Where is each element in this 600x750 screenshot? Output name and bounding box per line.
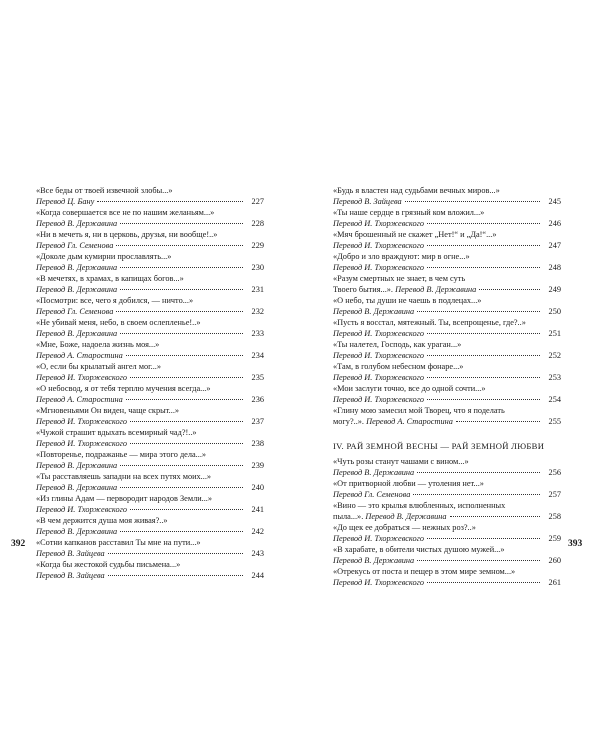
- toc-entry-first-line: «Ты наше сердце в грязный ком вложил...»: [333, 208, 485, 217]
- toc-entry-first-line: «Мяч брошенный не скажет „Нет!“ и „Да!“...»: [333, 230, 497, 239]
- toc-entry-translator: Перевод И. Тхоржевского: [36, 417, 127, 426]
- toc-entry-first-line: «Вино — это крылья влюбленных, исполненных: [333, 501, 506, 510]
- dot-leader: [120, 267, 243, 268]
- toc-entry-first-line: «Сотни капканов расставил Ты мне на пути...»: [36, 538, 201, 547]
- dot-leader: [130, 443, 243, 444]
- toc-entry-first-line: «О, если бы крылатый ангел мог...»: [36, 362, 162, 371]
- dot-leader: [116, 245, 243, 246]
- toc-entry-page: 237: [251, 417, 264, 426]
- toc-entry-translator-row: [333, 284, 561, 295]
- toc-entry-translator: Перевод В. Державина: [36, 483, 118, 492]
- toc-entry-translator-row: [333, 372, 561, 383]
- toc-entry: [36, 185, 264, 207]
- toc-entry-first-line: «Разум смертных не знает, в чем суть: [333, 274, 466, 283]
- toc-entry-translator-row: [36, 196, 264, 207]
- toc-entry-translator: Перевод В. Державина: [36, 285, 118, 294]
- toc-entry: [36, 251, 264, 273]
- toc-entry-first-line: «Посмотри: все, чего я добился, — ничто...»: [36, 296, 194, 305]
- toc-entry: [36, 361, 264, 383]
- toc-entry-page: 235: [251, 373, 264, 382]
- toc-entry-translator: Перевод И. Тхоржевского: [333, 395, 424, 404]
- toc-entry-translator-row: [36, 328, 264, 339]
- toc-entry-translator-row: [36, 240, 264, 251]
- toc-entry: [333, 207, 561, 229]
- toc-entry-translator: Перевод И. Тхоржевского: [333, 219, 424, 228]
- toc-entry: [36, 273, 264, 295]
- dot-leader: [120, 223, 243, 224]
- toc-entry-page: 251: [548, 329, 561, 338]
- dot-leader: [450, 516, 540, 517]
- toc-entry-translator: Перевод И. Тхоржевского: [333, 329, 424, 338]
- toc-entry-page: 248: [548, 263, 561, 272]
- toc-entry-page: 255: [548, 417, 561, 426]
- toc-entry: [36, 493, 264, 515]
- toc-entry: [36, 471, 264, 493]
- toc-entry-page: 238: [251, 439, 264, 448]
- dot-leader: [130, 377, 243, 378]
- toc-entry-first-line: «О небо, ты души не чаешь в подлецах...»: [333, 296, 482, 305]
- toc-entry-page: 253: [548, 373, 561, 382]
- toc-entry-page: 227: [251, 197, 264, 206]
- toc-entry-translator-row: [36, 526, 264, 537]
- toc-entry-translator: Перевод Гл. Семенова: [333, 490, 411, 499]
- toc-entry-translator-row: [36, 416, 264, 427]
- toc-entry: [36, 537, 264, 559]
- dot-leader: [116, 311, 243, 312]
- toc-entry-translator: Перевод В. Державина: [36, 219, 118, 228]
- toc-entry: [36, 317, 264, 339]
- toc-entry-translator: Перевод В. Зайцева: [36, 571, 105, 580]
- toc-entry-translator-row: [333, 511, 561, 522]
- toc-entry-first-line: «Доколе дым кумирни прославлять...»: [36, 252, 172, 261]
- toc-entry-first-line: «Чуть розы станут чашами с вином...»: [333, 457, 469, 466]
- toc-entry-page: 257: [548, 490, 561, 499]
- toc-entry: [36, 515, 264, 537]
- toc-group-after-section: [333, 456, 561, 588]
- toc-entry-page: 260: [548, 556, 561, 565]
- toc-entry-translator: Перевод И. Тхоржевского: [333, 578, 424, 587]
- toc-entry-first-line: «Повторенье, подражанье — мира этого дела...»: [36, 450, 207, 459]
- dot-leader: [108, 553, 243, 554]
- toc-entry-first-line: «Из глины Адам — первородит народов Земли...»: [36, 494, 213, 503]
- toc-entry-page: 229: [251, 241, 264, 250]
- left-page-toc: [36, 185, 264, 581]
- toc-entry-translator-row: [333, 306, 561, 317]
- toc-entry-page: 256: [548, 468, 561, 477]
- toc-entry-translator-row: [333, 394, 561, 405]
- toc-entry: [333, 251, 561, 273]
- toc-entry-translator: Твоего бытия...». Перевод В. Державина: [333, 285, 477, 294]
- toc-entry-translator: Перевод И. Тхоржевского: [333, 241, 424, 250]
- dot-leader: [427, 355, 540, 356]
- toc-entry-translator-row: [333, 196, 561, 207]
- dot-leader: [427, 223, 540, 224]
- toc-entry: [333, 405, 561, 427]
- toc-entry-translator: Перевод В. Державина: [36, 263, 118, 272]
- dot-leader: [479, 289, 540, 290]
- toc-entry-translator: Перевод В. Державина: [36, 329, 118, 338]
- right-page-number: 393: [568, 539, 583, 549]
- toc-entry-page: 243: [251, 549, 264, 558]
- toc-entry-translator-row: [333, 489, 561, 500]
- toc-entry-first-line: «Не убивай меня, небо, в своем ослепленье!..»: [36, 318, 201, 327]
- toc-entry-translator: Перевод И. Тхоржевского: [333, 534, 424, 543]
- toc-entry-page: 246: [548, 219, 561, 228]
- dot-leader: [120, 465, 243, 466]
- toc-entry-page: 252: [548, 351, 561, 360]
- toc-entry: [36, 559, 264, 581]
- toc-entry-translator: Перевод И. Тхоржевского: [333, 373, 424, 382]
- toc-entry-translator-row: [36, 218, 264, 229]
- toc-entry-first-line: «Ни в мечеть я, ни в церковь, друзья, ни вообще!..»: [36, 230, 218, 239]
- dot-leader: [120, 333, 243, 334]
- toc-entry: [333, 500, 561, 522]
- toc-entry-first-line: «Ты расставляешь западни на всех путях моих...»: [36, 472, 212, 481]
- dot-leader: [405, 201, 540, 202]
- toc-entry: [333, 566, 561, 588]
- toc-entry-page: 261: [548, 578, 561, 587]
- toc-entry-translator: Перевод И. Тхоржевского: [333, 263, 424, 272]
- toc-entry-translator-row: [333, 328, 561, 339]
- toc-entry-page: 242: [251, 527, 264, 536]
- toc-entry-page: 234: [251, 351, 264, 360]
- toc-entry-translator-row: [36, 482, 264, 493]
- toc-entry-translator-row: [36, 548, 264, 559]
- dot-leader: [417, 560, 540, 561]
- toc-entry-translator-row: [36, 350, 264, 361]
- toc-entry-translator: Перевод И. Тхоржевского: [36, 505, 127, 514]
- section-heading: IV. РАЙ ЗЕМНОЙ ВЕСНЫ — РАЙ ЗЕМНОЙ ЛЮБВИ: [333, 441, 545, 451]
- toc-entry-translator-row: [333, 467, 561, 478]
- toc-entry-first-line: «Все беды от твоей извечной злобы...»: [36, 186, 173, 195]
- toc-entry: [36, 207, 264, 229]
- toc-entry-translator: Перевод Ц. Бану: [36, 197, 95, 206]
- toc-entry: [333, 456, 561, 478]
- toc-entry-first-line: «Мне, Боже, надоела жизнь моя...»: [36, 340, 160, 349]
- toc-entry: [36, 229, 264, 251]
- toc-entry-page: 244: [251, 571, 264, 580]
- toc-entry-translator-row: [36, 306, 264, 317]
- toc-entry-first-line: «Ты налетел, Господь, как ураган...»: [333, 340, 462, 349]
- toc-entry-translator: Перевод В. Державина: [333, 307, 415, 316]
- toc-entry-translator-row: [36, 460, 264, 471]
- dot-leader: [413, 494, 540, 495]
- toc-entry-translator-row: [36, 372, 264, 383]
- toc-entry-page: 245: [548, 197, 561, 206]
- toc-entry-page: 233: [251, 329, 264, 338]
- toc-entry-translator: Перевод Гл. Семенова: [36, 241, 114, 250]
- toc-entry: [36, 427, 264, 449]
- toc-entry-page: 254: [548, 395, 561, 404]
- toc-entry-translator: пыла...». Перевод В. Державина: [333, 512, 447, 521]
- toc-entry-page: 241: [251, 505, 264, 514]
- toc-entry: [333, 339, 561, 361]
- toc-group-before-section: [333, 185, 561, 427]
- toc-entry-page: 259: [548, 534, 561, 543]
- toc-entry-page: 258: [548, 512, 561, 521]
- dot-leader: [427, 582, 540, 583]
- toc-entry-translator: Перевод В. Зайцева: [333, 197, 402, 206]
- toc-entry-translator-row: [36, 284, 264, 295]
- toc-entry-translator: Перевод А. Старостина: [36, 395, 123, 404]
- toc-entry-translator-row: [333, 577, 561, 588]
- dot-leader: [456, 421, 540, 422]
- toc-entry-translator-row: [333, 262, 561, 273]
- toc-entry-translator: могу?..». Перевод А. Старостина: [333, 417, 453, 426]
- dot-leader: [427, 267, 540, 268]
- dot-leader: [120, 289, 243, 290]
- dot-leader: [427, 399, 540, 400]
- toc-entry: [36, 405, 264, 427]
- toc-entry-translator-row: [333, 416, 561, 427]
- toc-entry-translator: Перевод В. Державина: [333, 468, 415, 477]
- toc-entry-translator: Перевод В. Зайцева: [36, 549, 105, 558]
- toc-entry-translator-row: [333, 533, 561, 544]
- toc-entry-first-line: «Добро и зло враждуют: мир в огне...»: [333, 252, 470, 261]
- dot-leader: [417, 472, 540, 473]
- toc-entry-translator: Перевод Гл. Семенова: [36, 307, 114, 316]
- toc-entry-first-line: «Когда бы жестокой судьбы письмена...»: [36, 560, 181, 569]
- toc-entry-page: 232: [251, 307, 264, 316]
- toc-entry: [333, 185, 561, 207]
- toc-entry-first-line: «Чужой страшит вдыхать всемирный чад?!..»: [36, 428, 197, 437]
- toc-entry-translator-row: [333, 350, 561, 361]
- toc-entry: [36, 295, 264, 317]
- toc-entry-first-line: «О небосвод, я от тебя терплю мучения всегда...»: [36, 384, 211, 393]
- toc-entry: [333, 361, 561, 383]
- toc-entry: [36, 449, 264, 471]
- toc-entry-translator: Перевод В. Державина: [333, 556, 415, 565]
- toc-entry-page: 250: [548, 307, 561, 316]
- dot-leader: [120, 531, 243, 532]
- toc-entry-first-line: «От притворной любви — утоления нет...»: [333, 479, 484, 488]
- left-page-number: 392: [11, 539, 26, 549]
- dot-leader: [126, 399, 243, 400]
- toc-entry-first-line: «Будь я властен над судьбами вечных миров...»: [333, 186, 500, 195]
- toc-entry-first-line: «В мечетях, в храмах, в капищах богов...»: [36, 274, 184, 283]
- toc-entry: [333, 295, 561, 317]
- dot-leader: [427, 333, 540, 334]
- toc-entry-translator-row: [36, 262, 264, 273]
- dot-leader: [427, 245, 540, 246]
- dot-leader: [97, 201, 243, 202]
- toc-entry-page: 230: [251, 263, 264, 272]
- toc-entry: [333, 544, 561, 566]
- toc-entry-translator-row: [36, 394, 264, 405]
- toc-entry-translator: Перевод И. Тхоржевского: [333, 351, 424, 360]
- right-page-toc: [333, 185, 561, 588]
- toc-entry-translator: Перевод А. Старостина: [36, 351, 123, 360]
- toc-entry-translator-row: [36, 570, 264, 581]
- toc-entry-first-line: «Там, в голубом небесном фонаре...»: [333, 362, 464, 371]
- toc-entry-first-line: «В харабате, в обители чистых душою мужей...»: [333, 545, 505, 554]
- toc-entry-translator-row: [36, 504, 264, 515]
- toc-entry: [36, 339, 264, 361]
- toc-entry: [333, 383, 561, 405]
- dot-leader: [427, 377, 540, 378]
- toc-entry-page: 240: [251, 483, 264, 492]
- dot-leader: [130, 509, 243, 510]
- toc-entry-first-line: «Пусть я восстал, мятежный. Ты, всепрощенье, где?..»: [333, 318, 526, 327]
- toc-entry-translator-row: [333, 240, 561, 251]
- toc-entry-translator-row: [333, 218, 561, 229]
- toc-entry-first-line: «До щек ее добраться — нежных роз?..»: [333, 523, 476, 532]
- dot-leader: [130, 421, 243, 422]
- toc-entry-page: 236: [251, 395, 264, 404]
- toc-entry: [333, 478, 561, 500]
- toc-entry-page: 239: [251, 461, 264, 470]
- toc-entry-first-line: «Мои заслуги точно, все до одной сочти...»: [333, 384, 486, 393]
- toc-entry-first-line: «Глину мою замесил мой Творец, что я поделать: [333, 406, 505, 415]
- toc-entry-translator: Перевод И. Тхоржевского: [36, 439, 127, 448]
- dot-leader: [417, 311, 540, 312]
- toc-entry: [333, 317, 561, 339]
- toc-entry-first-line: «В чем держится душа моя живая?..»: [36, 516, 168, 525]
- toc-entry: [36, 383, 264, 405]
- toc-entry-first-line: «Когда совершается все не по нашим желаньям...»: [36, 208, 215, 217]
- toc-entry-first-line: «Мгновеньями Он виден, чаще скрыт...»: [36, 406, 180, 415]
- toc-entry: [333, 273, 561, 295]
- toc-entry-translator-row: [333, 555, 561, 566]
- dot-leader: [108, 575, 243, 576]
- toc-entry-translator: Перевод В. Державина: [36, 461, 118, 470]
- toc-entry-page: 247: [548, 241, 561, 250]
- toc-entry-page: 228: [251, 219, 264, 228]
- dot-leader: [427, 538, 540, 539]
- toc-entry: [333, 522, 561, 544]
- toc-entry-page: 249: [548, 285, 561, 294]
- toc-entry-translator: Перевод И. Тхоржевского: [36, 373, 127, 382]
- toc-entry-translator-row: [36, 438, 264, 449]
- toc-entry: [333, 229, 561, 251]
- toc-entry-first-line: «Отрекусь от поста и пещер в этом мире земном...»: [333, 567, 516, 576]
- toc-entry-page: 231: [251, 285, 264, 294]
- dot-leader: [126, 355, 243, 356]
- toc-entry-translator: Перевод В. Державина: [36, 527, 118, 536]
- dot-leader: [120, 487, 243, 488]
